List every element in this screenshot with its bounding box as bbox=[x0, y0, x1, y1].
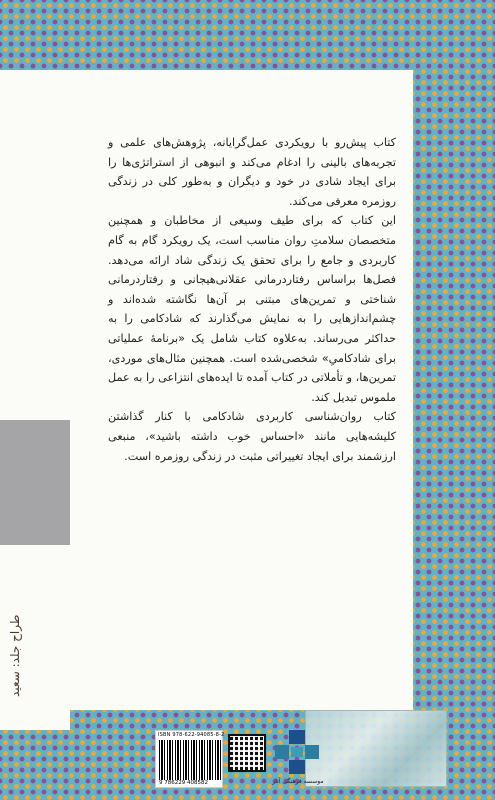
isbn-digits: 9 786229 408582 bbox=[159, 780, 208, 786]
isbn-barcode bbox=[155, 730, 223, 788]
blurb-text bbox=[108, 133, 396, 466]
qr-code-icon bbox=[228, 734, 266, 772]
publisher-name: موسسه فرهنگی آثار bbox=[272, 778, 324, 785]
designer-signature: طراح جلد: سعید bbox=[8, 614, 22, 698]
isbn-label: ISBN 978-622-94085-8-2 bbox=[158, 732, 225, 738]
barcode-icon bbox=[159, 740, 221, 780]
strip-white-top bbox=[0, 70, 70, 420]
blurb-paragraph: کتاب روان‌شناسی کاربردی شادکامی با کنار گذاشتن کلیشه‌هایی مانند «احساس خوب داشته باشید»، منبعی ارزشمند برای ایجاد تغییراتی مثبت در زندگی روزمره است. bbox=[108, 410, 396, 463]
cover-footer bbox=[155, 720, 455, 795]
strip-gray-band bbox=[0, 420, 70, 545]
publisher-logo-icon bbox=[273, 728, 321, 776]
blurb-paragraph: کتاب پیش‌رو با رویکردی عمل‌گرایانه، پژوهش‌های علمی و تجربه‌های بالینی را ادغام می‌کند و انبوهی از استراتژی‌ها را برای ایجاد شادی در خود و دیگران و به‌طور کلی در زندگی روزمره معرفی می‌کند. bbox=[108, 136, 396, 208]
blurb-paragraph: این کتاب که برای طیف وسیعی از مخاطبان و همچنین متخصصان سلامتِ روان مناسب است، یک رویکرد گام به گام کاربردی و جامع را برای تحقق یک زندگی شاد ارائه می‌دهد. فصل‌ها براساس رفتاردرمانی عقلانی‌هیجانی و رفتاردرمانی شناختی و تمرین‌های مبتنی بر آن‌ها نگاشته شده‌اند و چشم‌اندازهایی را به نمایش می‌گذارند که شادکامی را به حداکثر می‌رساند. به‌علاوه کتاب شامل یک «برنامهٔ عملیاتی برای شادکامیِ» شخصی‌شده است. همچنین مثال‌های موردی، تمرین‌ها، و تأملاتی در کتاب آمده تا ایده‌های انتزاعی را به عمل ملموس تبدیل کند. bbox=[108, 214, 396, 404]
hologram-sticker bbox=[305, 710, 447, 787]
